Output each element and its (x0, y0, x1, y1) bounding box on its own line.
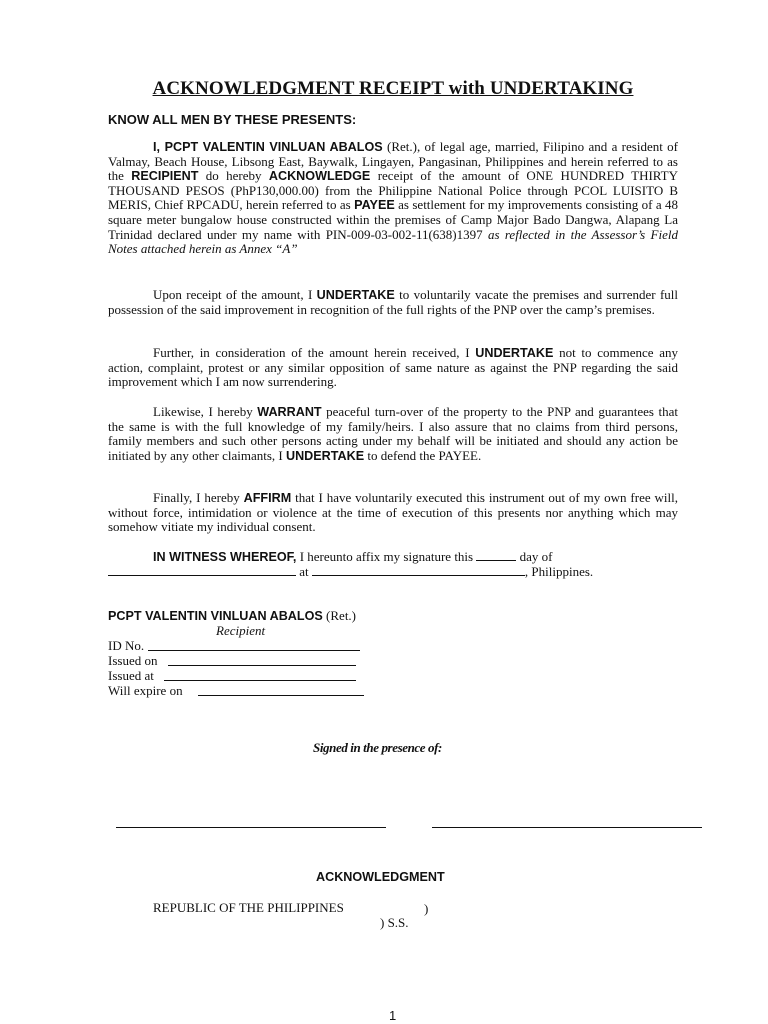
paragraph-undertake-vacate (108, 288, 678, 317)
undertake-term: UNDERTAKE (285, 448, 365, 463)
expire-line[interactable] (198, 695, 364, 696)
p3-text: not to commence any action, complaint, protest or any similar opposition of same nature as against the PNP regarding the said improvement which I am now surrendering. (108, 345, 678, 390)
witness-signature-line-left[interactable] (116, 827, 386, 828)
place-blank[interactable] (312, 565, 525, 576)
expire-label: Will expire on (108, 683, 183, 698)
witness-text: day of (516, 549, 553, 564)
paragraph-warrant (108, 405, 678, 463)
presence-caption: Signed in the presence of: (313, 740, 442, 755)
issued-on-label: Issued on (108, 653, 158, 668)
id-number-line[interactable] (148, 650, 360, 651)
republic-label: REPUBLIC OF THE PHILIPPINES (153, 900, 344, 915)
p4-text: peaceful turn-over of the property to the PNP and guarantees that the same is with the full knowledge of my family/heirs. I also assure that no claims from third persons, family members and such other persons acting under my behalf will be initiated and should any action be initiated by any other claimants, I (108, 404, 678, 463)
signatory-block (108, 608, 356, 624)
affirm-term: AFFIRM (243, 491, 292, 505)
id-number-label: ID No. (108, 638, 145, 653)
month-blank[interactable] (108, 565, 296, 576)
p1-text: receipt of the amount of ONE HUNDRED THIRTY THOUSAND PESOS (PhP130,000.00) from the Philippine National Police through PCOL LUISITO B MERIS, Chief RPCADU, herein referred to as (108, 168, 679, 213)
issued-at-label: Issued at (108, 668, 154, 683)
p1-text: do hereby (198, 168, 269, 184)
p1-text: (Ret.), of legal age, married, Filipino and a resident of Valmay, Beach House, Libsong East, Baywalk, Lingayen, Pangasinan, Philippines and herein referred to as the (108, 139, 679, 184)
paragraph-witness (108, 550, 678, 579)
undertake-term: UNDERTAKE (475, 346, 554, 360)
acknowledgment-heading: ACKNOWLEDGMENT (316, 870, 445, 884)
ss-label: ) S.S. (380, 915, 409, 930)
witness-text: I hereunto affix my signature this (296, 549, 477, 564)
page-number: 1 (389, 1008, 397, 1023)
issued-at-line[interactable] (164, 680, 356, 681)
paragraph-recipient (108, 140, 678, 257)
p4-text: to defend the PAYEE. (364, 447, 482, 463)
acknowledge-term: ACKNOWLEDGE (268, 169, 371, 184)
recipient-name: I, PCPT VALENTIN VINLUAN ABALOS (153, 140, 383, 154)
recipient-term: RECIPIENT (131, 169, 199, 184)
witness-signature-line-right[interactable] (432, 827, 702, 828)
paragraph-affirm (108, 491, 678, 535)
p4-text: Likewise, I hereby (153, 404, 258, 419)
witness-lead: IN WITNESS WHEREOF, (153, 550, 297, 564)
venue-paren: ) (424, 901, 429, 916)
issued-on-line[interactable] (168, 665, 356, 666)
signatory-role: Recipient (216, 623, 266, 638)
p1-text: as settlement for my improvements consisting of a 48 square meter bungalow house constructed within the premises of Camp Major Bado Dangwa, Alapang La Trinidad declared under my name with PIN-009-03-002-11(638)1397 (108, 197, 678, 242)
intro-heading: KNOW ALL MEN BY THESE PRESENTS: (108, 112, 357, 127)
signatory-name: PCPT VALENTIN VINLUAN ABALOS (108, 609, 323, 623)
p2-text: to voluntarily vacate the premises and surrender full possession of the said improvement in recognition of the full rights of the PNP over the camp’s premises. (108, 287, 678, 317)
p5-text: Finally, I hereby (153, 490, 244, 505)
p3-text: Further, in consideration of the amount herein received, I (153, 345, 476, 360)
p5-text: that I have voluntarily executed this instrument out of my own free will, without force, intimidation or violence at the time of execution of this presents nor anything which may somehow vitiate my individual consent. (108, 490, 678, 535)
witness-text: , Philippines. (524, 563, 594, 579)
document-title: ACKNOWLEDGMENT RECEIPT with UNDERTAKING (152, 78, 634, 99)
undertake-term: UNDERTAKE (316, 288, 395, 302)
annex-reference: as reflected in the Assessor’s Field Notes attached herein as Annex “A” (108, 226, 678, 257)
warrant-term: WARRANT (257, 405, 322, 419)
signatory-suffix: (Ret.) (322, 608, 357, 623)
witness-text: at (296, 563, 312, 579)
payee-term: PAYEE (354, 198, 395, 213)
day-blank[interactable] (476, 550, 516, 561)
paragraph-undertake-no-action (108, 346, 678, 390)
p2-text: Upon receipt of the amount, I (153, 287, 317, 302)
